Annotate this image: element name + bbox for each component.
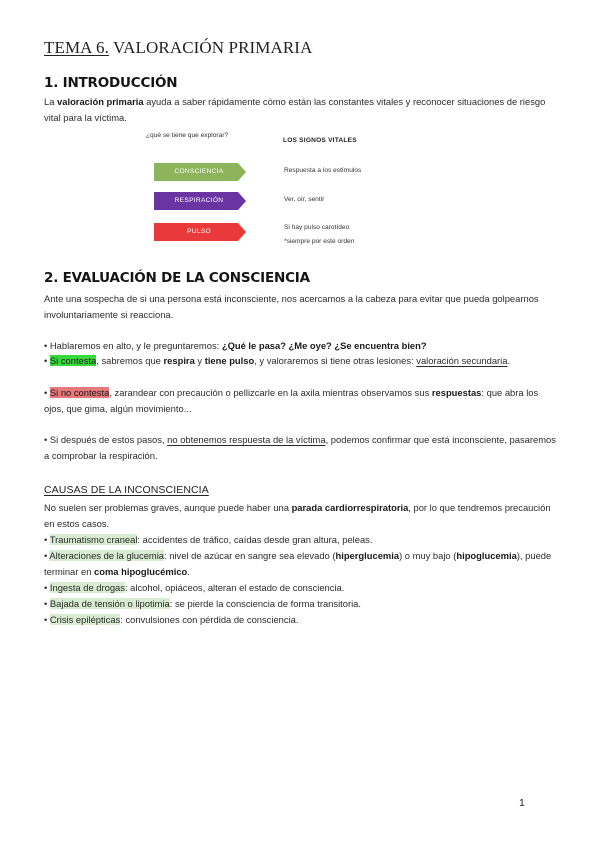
bullet: •: [44, 598, 50, 609]
respiracion-description: Ver, oír, sentir: [284, 196, 325, 203]
highlight-term: Ingesta de drogas: [49, 582, 125, 593]
bullet-hablaremos: [44, 338, 559, 354]
text-run: : accidentes de tráfico, caídas desde gran altura, peleas.: [137, 534, 373, 545]
respiracion-arrow-label: RESPIRACIÓN: [174, 197, 224, 204]
consciencia-description: Respuesta a los estímulos: [284, 167, 362, 174]
bullet: •: [44, 550, 50, 561]
diagram-heading: LOS SIGNOS VITALES: [283, 137, 357, 144]
bullet: •: [44, 614, 50, 625]
diagram-question: ¿qué se tiene que explorar?: [146, 132, 229, 139]
text-run: • Si después de estos pasos,: [44, 434, 168, 445]
text-run: ) o muy bajo (: [399, 550, 457, 561]
vital-signs-diagram: [146, 130, 386, 250]
text-run: : alcohol, opiáceos, alteran el estado de consciencia.: [124, 582, 345, 593]
pulso-description: Si hay pulso carotídeo: [284, 224, 350, 231]
causa-glucemia: [44, 548, 559, 580]
text-run: ), puede terminar en: [44, 550, 552, 577]
text-run: y: [194, 355, 205, 366]
text-run: : nivel de azúcar en sangre sea elevado (: [164, 550, 336, 561]
section-title-evaluacion: 2. EVALUACIÓN DE LA CONSCIENCIA: [44, 270, 310, 286]
bullet-inconsciente: [44, 432, 559, 464]
order-note: *siempre por este orden: [284, 238, 355, 245]
highlight-term: Alteraciones de la glucemia: [49, 550, 165, 561]
causas-intro: [44, 500, 559, 532]
highlight-si-no-contesta: Si no contesta: [49, 387, 110, 398]
bullet: •: [44, 387, 50, 398]
bold-term: respira: [163, 355, 195, 366]
text-run: , zarandear con precaución o pellizcarle en la axila mientras observamos sus: [109, 387, 432, 398]
highlight-term: Bajada de tensión o lipotimia: [49, 598, 170, 609]
causa-lipotimia: [44, 596, 559, 612]
underlined-term: valoración secundaria: [416, 355, 508, 366]
bullet: •: [44, 582, 50, 593]
text-run: , y valoraremos si tiene otras lesiones:: [254, 355, 417, 366]
text-run: : que abra los ojos, que gima, algún movimiento...: [44, 387, 539, 414]
intro-paragraph: [44, 94, 559, 126]
highlight-si-contesta: Si contesta: [49, 355, 97, 366]
evaluation-intro: Ante una sospecha de si una persona está inconsciente, nos acercamos a la cabeza para evitar que pueda golpearnos involuntariamente si reacciona.: [44, 293, 539, 320]
text-run: , por lo que tendremos precaución en estos casos.: [44, 502, 551, 529]
page-number: 1: [519, 797, 525, 809]
bold-term: hiperglucemia: [335, 550, 400, 561]
causas-heading: CAUSAS DE LA INCONSCIENCIA: [44, 484, 209, 496]
section-title-introduccion: 1. INTRODUCCIÓN: [44, 75, 178, 91]
highlight-term: Traumatismo craneal: [49, 534, 138, 545]
bold-questions: ¿Qué le pasa? ¿Me oye? ¿Se encuentra bien?: [221, 340, 427, 351]
bold-term: valoración primaria: [57, 96, 144, 107]
text-run: • Hablaremos en alto, y le preguntaremos:: [44, 340, 222, 351]
bold-term: respuestas: [431, 387, 482, 398]
bold-term: parada cardiorrespiratoria: [291, 502, 409, 513]
text-run: : se pierde la consciencia de forma transitoria.: [169, 598, 362, 609]
text-run: ayuda a saber rápidamente cómo están las constantes vitales y reconocer situaciones de riesgo vital para la víctima.: [44, 96, 546, 123]
text-run: , sabremos que: [96, 355, 164, 366]
bullet: •: [44, 534, 50, 545]
bullet: •: [44, 355, 50, 366]
bullet-si-no-contesta: [44, 385, 559, 417]
text-run: .: [187, 566, 190, 577]
pulso-arrow-label: PULSO: [187, 228, 211, 235]
bullet-si-contesta: [44, 353, 559, 369]
causa-drogas: [44, 580, 559, 596]
underlined-term: no obtenemos respuesta de la víctima: [167, 434, 326, 445]
consciencia-arrow-label: CONSCIENCIA: [174, 168, 224, 175]
text-run: : convulsiones con pérdida de consciencia.: [120, 614, 299, 625]
text-run: , podemos confirmar que está inconsciente, pasaremos a comprobar la respiración.: [44, 434, 556, 461]
causa-epilepsia: [44, 612, 559, 628]
tema-title: VALORACIÓN PRIMARIA: [108, 38, 313, 57]
bold-term: coma hipoglucémico: [94, 566, 188, 577]
text-run: No suelen ser problemas graves, aunque puede haber una: [44, 502, 292, 513]
tema-number: TEMA 6.: [44, 38, 109, 57]
text-run: La: [44, 96, 58, 107]
text-run: .: [507, 355, 511, 366]
causa-traumatismo: [44, 532, 559, 548]
document-title: [44, 38, 312, 58]
bold-term: tiene pulso: [204, 355, 255, 366]
highlight-term: Crisis epilépticas: [49, 614, 121, 625]
bold-term: hipoglucemia: [456, 550, 517, 561]
